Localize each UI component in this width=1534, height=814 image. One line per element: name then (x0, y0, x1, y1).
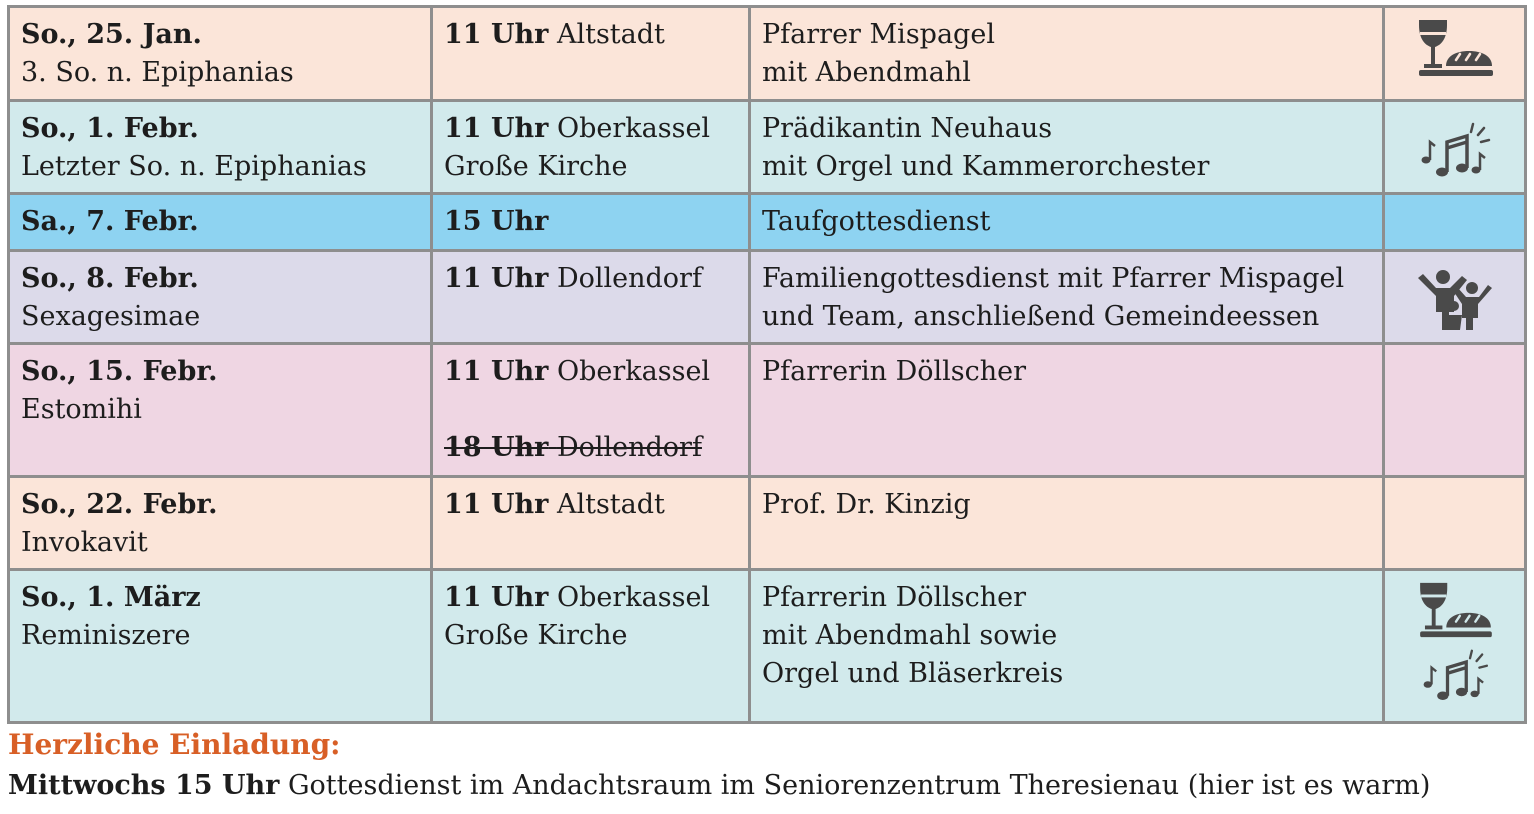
service-note: und Team, anschließend Gemeindeessen (762, 301, 1320, 332)
invitation-description: Gottesdienst im Andachtsraum im Seniorenzentrum Theresienau (hier ist es warm) (279, 770, 1431, 801)
date-cell (9, 477, 432, 570)
icon-cell (1384, 477, 1526, 570)
table-row (9, 344, 1526, 477)
notes-cell (750, 194, 1384, 251)
service-time: 11 Uhr (444, 263, 549, 294)
date-cell (9, 251, 432, 344)
service-note: Prädikantin Neuhaus (762, 113, 1053, 144)
date-cell (9, 570, 432, 723)
notes-cell (750, 477, 1384, 570)
invitation-section (8, 726, 1528, 806)
icon-cell (1384, 251, 1526, 344)
service-note: mit Abendmahl (762, 57, 971, 88)
table-row (9, 570, 1526, 723)
service-place: Altstadt (556, 489, 665, 520)
service-note: Prof. Dr. Kinzig (762, 489, 971, 520)
service-place-detail: Große Kirche (444, 620, 628, 651)
service-date: So., 1. März (21, 582, 201, 613)
services-table (7, 5, 1527, 724)
date-cell (9, 194, 432, 251)
time-place-cell (432, 477, 750, 570)
service-note: Pfarrerin Döllscher (762, 356, 1026, 387)
icon-cell (1384, 7, 1526, 101)
service-note: mit Orgel und Kammerorchester (762, 151, 1210, 182)
sunday-name: Invokavit (21, 527, 148, 558)
service-time: 15 Uhr (444, 206, 549, 237)
service-date: So., 1. Febr. (21, 113, 199, 144)
service-place-detail: Große Kirche (444, 151, 628, 182)
service-time: 11 Uhr (444, 113, 549, 144)
service-time: 11 Uhr (444, 582, 549, 613)
icon-cell (1384, 570, 1526, 723)
notes-cell (750, 101, 1384, 194)
table-row (9, 194, 1526, 251)
cancelled-service (444, 429, 737, 467)
service-place: Oberkassel (556, 356, 711, 387)
table-row (9, 101, 1526, 194)
service-note: Familiengottesdienst mit Pfarrer Mispagel (762, 263, 1345, 294)
service-place: Altstadt (556, 19, 665, 50)
time-place-cell (432, 101, 750, 194)
sunday-name: 3. So. n. Epiphanias (21, 57, 294, 88)
service-note: Orgel und Bläserkreis (762, 658, 1064, 689)
date-cell (9, 101, 432, 194)
service-place: Oberkassel (556, 582, 711, 613)
invitation-time: Mittwochs 15 Uhr (8, 770, 280, 801)
music-notes-icon (1418, 120, 1492, 184)
table-row (9, 251, 1526, 344)
service-note: Taufgottesdienst (762, 206, 991, 237)
service-time: 11 Uhr (444, 356, 549, 387)
service-date: So., 22. Febr. (21, 489, 218, 520)
notes-cell (750, 570, 1384, 723)
icon-cell (1384, 101, 1526, 194)
cancelled-time: 18 Uhr (444, 432, 549, 463)
notes-cell (750, 344, 1384, 477)
time-place-cell (432, 344, 750, 477)
communion-icon (1416, 579, 1494, 641)
service-note: Pfarrerin Döllscher (762, 582, 1026, 613)
communion-icon (1416, 16, 1494, 80)
service-date: Sa., 7. Febr. (21, 206, 199, 237)
notes-cell (750, 7, 1384, 101)
service-date: So., 8. Febr. (21, 263, 199, 294)
sunday-name: Sexagesimae (21, 301, 201, 332)
icon-cell (1384, 194, 1526, 251)
service-note: mit Abendmahl sowie (762, 620, 1058, 651)
service-time: 11 Uhr (444, 19, 549, 50)
sunday-name: Estomihi (21, 394, 142, 425)
invitation-text (8, 766, 1528, 806)
date-cell (9, 7, 432, 101)
service-date: So., 25. Jan. (21, 19, 202, 50)
time-place-cell (432, 7, 750, 101)
table-row (9, 477, 1526, 570)
service-place: Oberkassel (556, 113, 711, 144)
time-place-cell (432, 251, 750, 344)
cancelled-place: Dollendorf (556, 432, 702, 463)
icon-cell (1384, 344, 1526, 477)
service-date: So., 15. Febr. (21, 356, 218, 387)
sunday-name: Reminiszere (21, 620, 191, 651)
family-icon (1416, 268, 1494, 332)
table-row (9, 7, 1526, 101)
notes-cell (750, 251, 1384, 344)
music-notes-icon (1418, 647, 1492, 707)
sunday-name: Letzter So. n. Epiphanias (21, 151, 367, 182)
date-cell (9, 344, 432, 477)
invitation-heading: Herzliche Einladung: (8, 728, 341, 761)
service-note: Pfarrer Mispagel (762, 19, 995, 50)
service-place: Dollendorf (556, 263, 702, 294)
time-place-cell (432, 194, 750, 251)
service-time: 11 Uhr (444, 489, 549, 520)
time-place-cell (432, 570, 750, 723)
